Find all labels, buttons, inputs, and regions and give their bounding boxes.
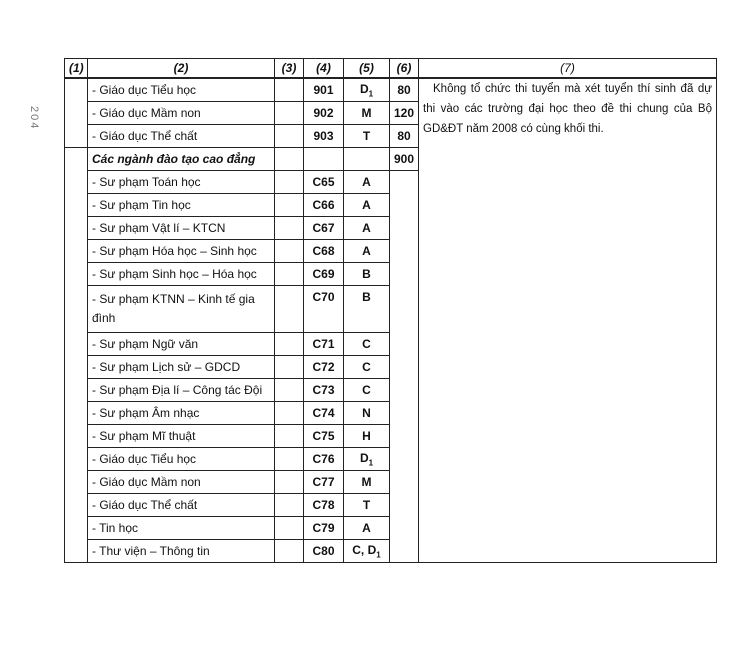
block-cell: M	[344, 471, 390, 494]
major-code: 901	[304, 78, 344, 102]
major-code: C68	[304, 240, 344, 263]
major-code: C75	[304, 425, 344, 448]
block-cell: A	[344, 240, 390, 263]
block-cell: A	[344, 217, 390, 240]
admission-note: Không tổ chức thi tuyển mà xét tuyển thí sinh đã dự thi vào các trường đại học theo đề thi chung của Bộ GD&ĐT năm 2008 có cùng khối thi.	[419, 78, 717, 563]
header-col-5: (5)	[344, 59, 390, 79]
major-code: C67	[304, 217, 344, 240]
block-cell: N	[344, 402, 390, 425]
col3-cell	[275, 286, 304, 333]
major-code: C76	[304, 448, 344, 471]
major-code: C72	[304, 356, 344, 379]
admissions-table	[64, 58, 717, 563]
block-cell: M	[344, 102, 390, 125]
block-cell: A	[344, 194, 390, 217]
major-code: C66	[304, 194, 344, 217]
block-cell: B	[344, 263, 390, 286]
block-cell: C	[344, 333, 390, 356]
major-name: - Giáo dục Mầm non	[88, 102, 275, 125]
col3-cell	[275, 194, 304, 217]
col3-cell	[275, 333, 304, 356]
major-code: C74	[304, 402, 344, 425]
major-name: - Giáo dục Thể chất	[88, 125, 275, 148]
quota-cell: 120	[390, 102, 419, 125]
major-code: C80	[304, 540, 344, 563]
col3-cell	[275, 517, 304, 540]
col3-cell	[275, 471, 304, 494]
major-name: - Sư phạm Ngữ văn	[88, 333, 275, 356]
major-name: - Giáo dục Thể chất	[88, 494, 275, 517]
col3-cell	[275, 148, 304, 171]
header-col-1: (1)	[65, 59, 88, 79]
major-code: C79	[304, 517, 344, 540]
block-cell: A	[344, 171, 390, 194]
block-cell: $D_1$	[344, 78, 390, 102]
col3-cell	[275, 217, 304, 240]
block-cell: C	[344, 356, 390, 379]
major-name: - Sư phạm Âm nhạc	[88, 402, 275, 425]
block-cell: H	[344, 425, 390, 448]
major-code: C71	[304, 333, 344, 356]
major-name: - Sư phạm Sinh học – Hóa học	[88, 263, 275, 286]
block-cell: $D_1$	[344, 448, 390, 471]
col1-cell	[65, 78, 88, 148]
block-cell: T	[344, 125, 390, 148]
major-name: - Sư phạm Mĩ thuật	[88, 425, 275, 448]
major-name: - Sư phạm KTNN – Kinh tế gia đình	[88, 286, 275, 333]
header-col-2: (2)	[88, 59, 275, 79]
major-name: - Tin học	[88, 517, 275, 540]
col3-cell	[275, 356, 304, 379]
major-name: - Giáo dục Mầm non	[88, 471, 275, 494]
col3-cell	[275, 125, 304, 148]
table-row	[65, 78, 717, 102]
col1-cell	[65, 148, 88, 563]
major-name: - Sư phạm Hóa học – Sinh học	[88, 240, 275, 263]
block-cell: T	[344, 494, 390, 517]
quota-cell: 80	[390, 125, 419, 148]
col3-cell	[275, 402, 304, 425]
col3-cell	[275, 102, 304, 125]
col5-cell	[344, 148, 390, 171]
major-code: 903	[304, 125, 344, 148]
section-heading: Các ngành đào tạo cao đẳng	[88, 148, 275, 171]
header-col-3: (3)	[275, 59, 304, 79]
major-code: C77	[304, 471, 344, 494]
major-name: - Sư phạm Địa lí – Công tác Đội	[88, 379, 275, 402]
col3-cell	[275, 448, 304, 471]
block-cell: A	[344, 517, 390, 540]
block-cell: C, $D_1$	[344, 540, 390, 563]
col3-cell	[275, 240, 304, 263]
major-code: 902	[304, 102, 344, 125]
header-row	[65, 59, 717, 79]
quota-empty-cell	[390, 171, 419, 563]
block-subscript: 1	[368, 458, 374, 468]
col3-cell	[275, 379, 304, 402]
block-cell: C	[344, 379, 390, 402]
col3-cell	[275, 78, 304, 102]
col3-cell	[275, 171, 304, 194]
header-col-6: (6)	[390, 59, 419, 79]
block-cell: B	[344, 286, 390, 333]
block-subscript: 1	[376, 550, 381, 560]
header-col-7: (7)	[419, 59, 717, 79]
col3-cell	[275, 425, 304, 448]
header-col-4: (4)	[304, 59, 344, 79]
major-name: - Giáo dục Tiểu học	[88, 78, 275, 102]
major-name: - Sư phạm Vật lí – KTCN	[88, 217, 275, 240]
page-number: 204	[28, 106, 40, 131]
major-code: C65	[304, 171, 344, 194]
major-code: C78	[304, 494, 344, 517]
col3-cell	[275, 494, 304, 517]
col3-cell	[275, 540, 304, 563]
major-name: - Thư viện – Thông tin	[88, 540, 275, 563]
major-name: - Giáo dục Tiểu học	[88, 448, 275, 471]
major-code: C69	[304, 263, 344, 286]
major-name: - Sư phạm Toán học	[88, 171, 275, 194]
major-code: C73	[304, 379, 344, 402]
major-name: - Sư phạm Lịch sử – GDCD	[88, 356, 275, 379]
block-subscript: 1	[368, 89, 374, 99]
col4-cell	[304, 148, 344, 171]
major-name: - Sư phạm Tin học	[88, 194, 275, 217]
quota-cell: 80	[390, 78, 419, 102]
major-code: C70	[304, 286, 344, 333]
col3-cell	[275, 263, 304, 286]
section-quota: 900	[390, 148, 419, 171]
